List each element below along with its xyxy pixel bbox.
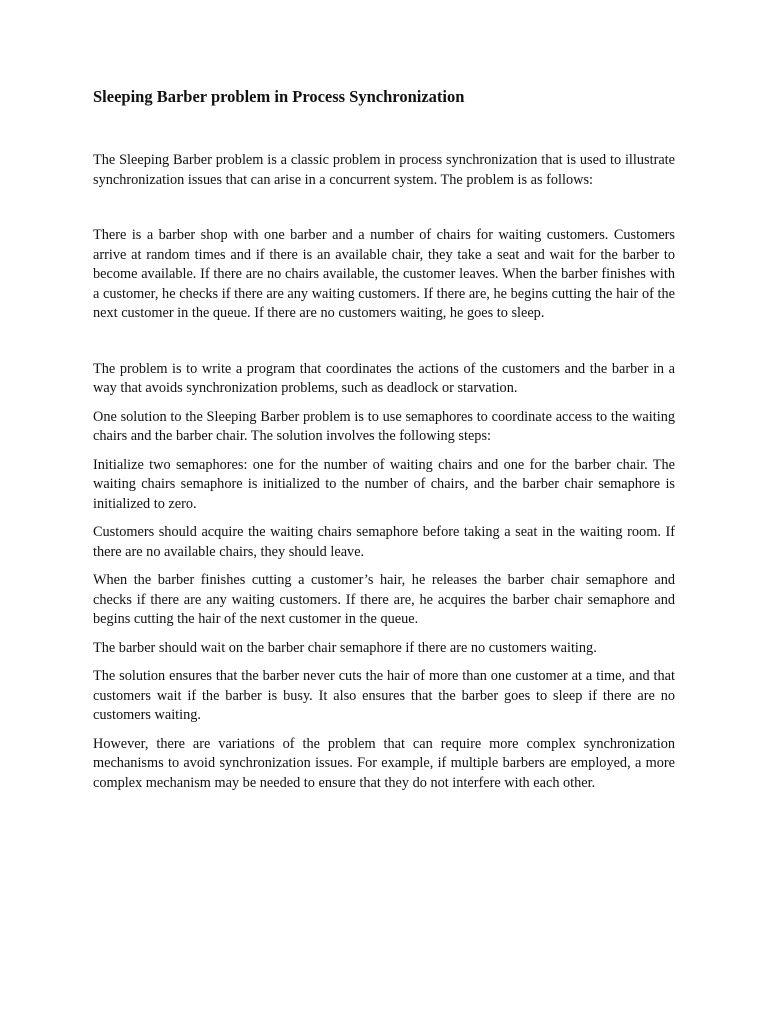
paragraph-step-barber-wait: The barber should wait on the barber chair semaphore if there are no customers waiting. (93, 639, 597, 656)
document-content (93, 86, 675, 793)
spacer (93, 562, 675, 571)
document-title: Sleeping Barber problem in Process Synchronization (93, 87, 465, 106)
spacer (93, 630, 675, 639)
paragraph-problem-goal: The problem is to write a program that coordinates the actions of the customers and the barber in a way that avoids synchronization problems, such as deadlock or starvation. (93, 360, 675, 396)
spacer (93, 447, 675, 456)
paragraph-step-barber-release: When the barber finishes cutting a customer’s hair, he releases the barber chair semaphore and checks if there are any waiting customers. If there are, he acquires the barber chair semaphore and begins cutting the hair of the next customer in the queue. (93, 572, 675, 627)
spacer (93, 399, 675, 408)
spacer (93, 726, 675, 735)
paragraph-solution-intro: One solution to the Sleeping Barber problem is to use semaphores to coordinate access to the waiting chairs and the barber chair. The solution involves the following steps: (93, 408, 675, 444)
spacer (93, 190, 675, 226)
paragraph-step-initialize: Initialize two semaphores: one for the number of waiting chairs and one for the barber chair. The waiting chairs semaphore is initialized to the number of chairs, and the barber chair semaphore is initialized to zero. (93, 456, 675, 512)
paragraph-step-customers: Customers should acquire the waiting chairs semaphore before taking a seat in the waiting room. If there are no available chairs, they should leave. (93, 524, 675, 560)
paragraph-problem-description: There is a barber shop with one barber and a number of chairs for waiting customers. Customers arrive at random times and if there is an available chair, they take a seat and wait for the barber to become available. If there are no chairs available, the customer leaves. When the barber finishes with a customer, he checks if there are any waiting customers. If there are, he begins cutting the hair of the next customer in the queue. If there are no customers waiting, he goes to sleep. (93, 227, 675, 321)
paragraph-intro: The Sleeping Barber problem is a classic problem in process synchronization that is used to illustrate synchronization issues that can arise in a concurrent system. The problem is as follows: (93, 152, 675, 188)
paragraph-variations: However, there are variations of the problem that can require more complex synchronization mechanisms to avoid synchronization issues. For example, if multiple barbers are employed, a more complex mechanism may be needed to ensure that they do not interfere with each other. (93, 735, 675, 791)
spacer (93, 108, 675, 151)
spacer (93, 324, 675, 360)
paragraph-solution-guarantees: The solution ensures that the barber never cuts the hair of more than one customer at a time, and that customers wait if the barber is busy. It also ensures that the barber goes to sleep if there are no customers waiting. (93, 668, 675, 723)
spacer (93, 514, 675, 523)
spacer (93, 658, 675, 667)
